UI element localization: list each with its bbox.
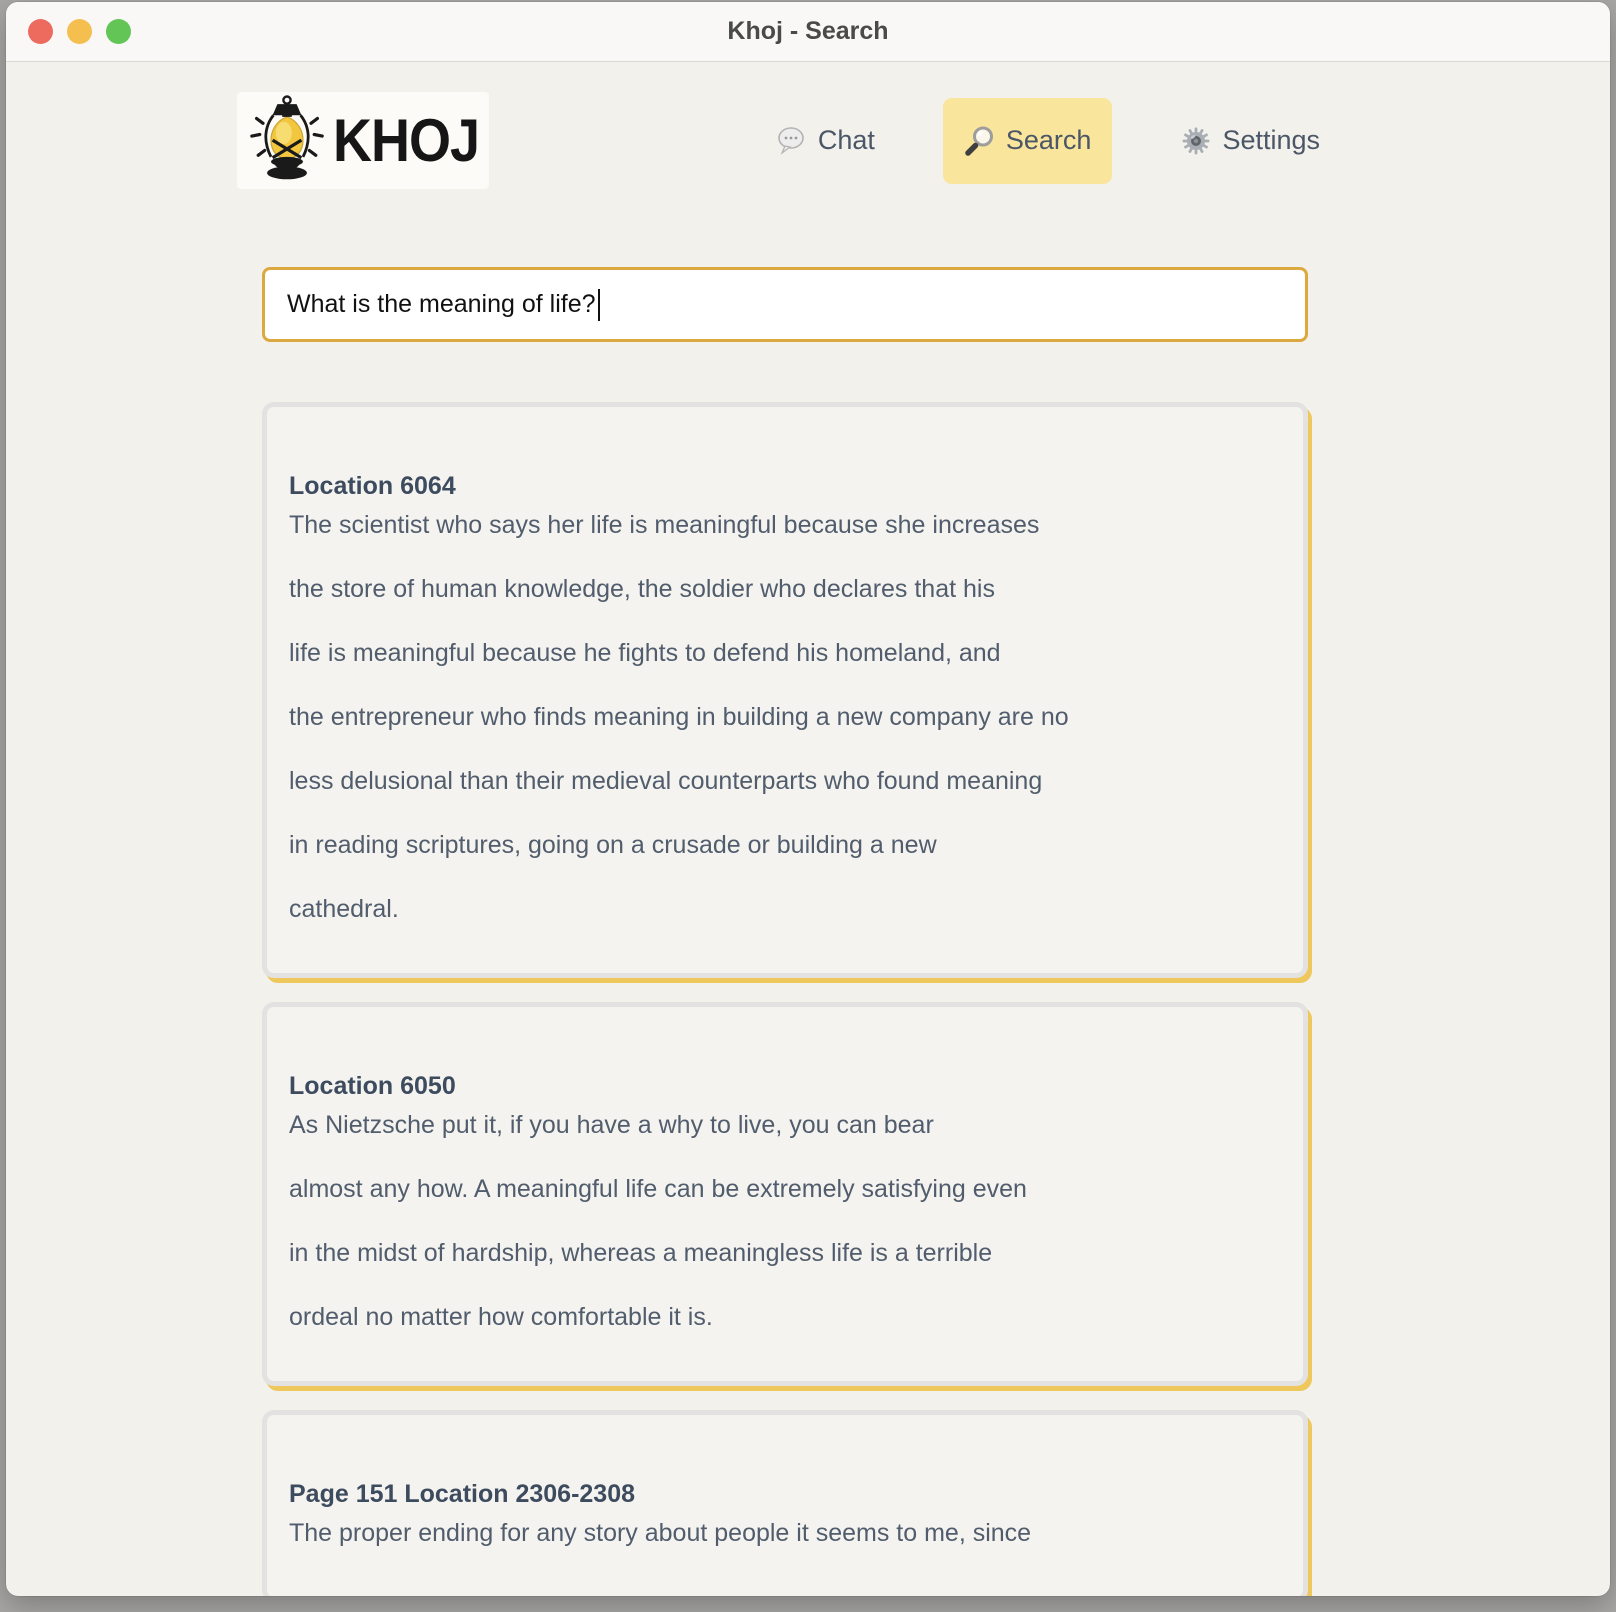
result-lead-paragraph	[289, 467, 1277, 545]
nav-search-label: Search	[1005, 125, 1092, 155]
text-caret	[598, 289, 600, 321]
app-window	[6, 2, 1610, 1596]
result-text-line: the store of human knowledge, the soldier who declares that his	[289, 575, 995, 603]
app-header	[6, 62, 1610, 189]
minimize-button[interactable]	[67, 19, 92, 44]
nav-settings[interactable]	[1180, 125, 1320, 157]
result-location-heading: Location 6064	[289, 472, 456, 500]
window-titlebar	[6, 2, 1610, 62]
close-button[interactable]	[28, 19, 53, 44]
gear-icon	[1180, 125, 1212, 157]
result-text-line: almost any how. A meaningful life can be extremely satisfying even	[289, 1175, 1027, 1203]
window-title: Khoj - Search	[727, 17, 889, 45]
result-text-line: As Nietzsche put it, if you have a why to live, you can bear	[289, 1111, 934, 1139]
khoj-logo	[237, 92, 489, 189]
result-text-line: in the midst of hardship, whereas a meaningless life is a terrible	[289, 1239, 993, 1267]
result-lead-paragraph	[289, 1475, 1277, 1553]
result-text-line: The proper ending for any story about people it seems to me, since	[289, 1519, 1032, 1547]
search-input[interactable]	[262, 267, 1308, 342]
result-text-line: life is meaningful because he fights to defend his homeland, and	[289, 639, 1001, 667]
lantern-icon	[247, 91, 327, 191]
result-text-line: less delusional than their medieval counterparts who found meaning	[289, 767, 1043, 795]
search-results	[262, 402, 1308, 1596]
result-text-line: The scientist who says her life is meaningful because she increases	[289, 511, 1040, 539]
result-lead-paragraph	[289, 1067, 1277, 1145]
search-result-card[interactable]	[262, 1002, 1308, 1386]
search-input-value: What is the meaning of life?	[287, 290, 596, 318]
main-content	[262, 267, 1308, 1596]
nav-chat[interactable]	[776, 125, 875, 157]
search-result-card[interactable]	[262, 1410, 1308, 1596]
nav-chat-label: Chat	[817, 125, 875, 155]
chat-bubble-icon	[776, 125, 808, 157]
result-text-line: in reading scriptures, going on a crusade or building a new	[289, 831, 937, 859]
nav-search[interactable]	[943, 98, 1113, 184]
result-location-heading: Location 6050	[289, 1072, 456, 1100]
search-result-card[interactable]	[262, 402, 1308, 978]
result-location-heading: Page 151 Location 2306-2308	[289, 1480, 636, 1508]
result-text-line: cathedral.	[289, 895, 399, 923]
nav-settings-label: Settings	[1222, 125, 1320, 155]
magnifier-icon	[964, 125, 996, 157]
khoj-logo-text: KHOJ	[333, 106, 480, 175]
zoom-button[interactable]	[106, 19, 131, 44]
window-controls	[28, 19, 131, 44]
result-text-line: the entrepreneur who finds meaning in building a new company are no	[289, 703, 1069, 731]
main-nav	[776, 98, 1320, 184]
result-text-line: ordeal no matter how comfortable it is.	[289, 1303, 713, 1331]
